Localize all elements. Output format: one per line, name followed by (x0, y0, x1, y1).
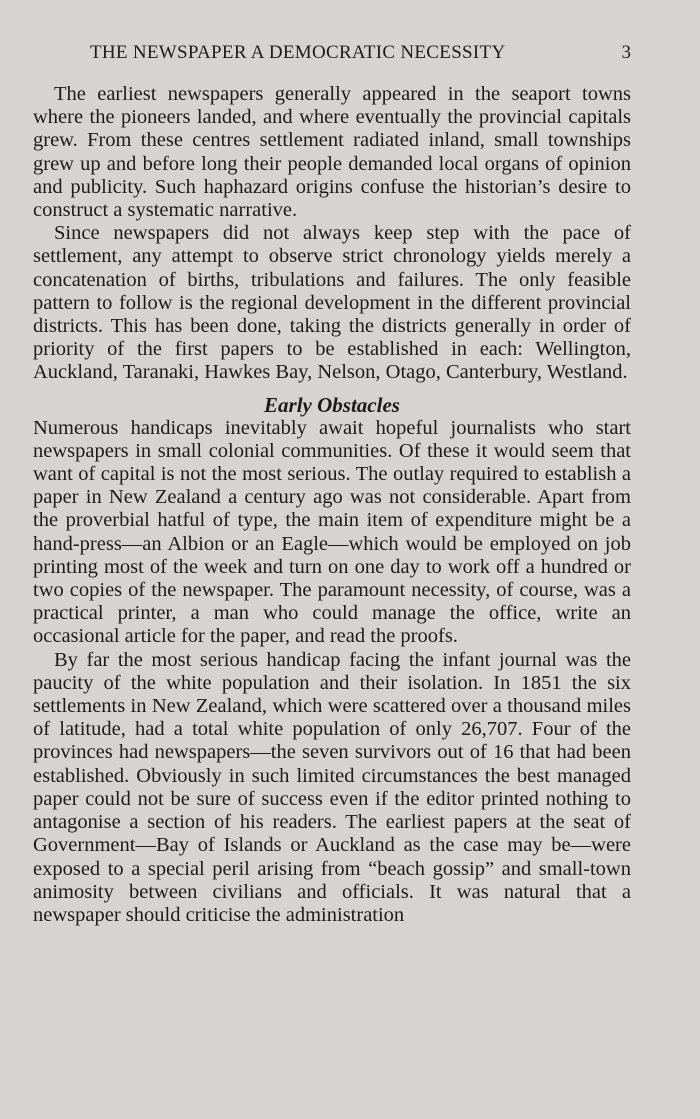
paragraph-3: Numerous handicaps inevitably await hopeful journalists who start newspapers in small colonial communities. Of these it would seem that want of capital is not the most serious. The outlay required to establish a paper in New Zealand a century ago was not considerable. Apart from the proverbial hatful of type, the main item of expenditure might be a hand-press—an Albion or an Eagle—which would be employed on job printing most of the week and turn on one day to work off a hundred or two copies of the newspaper. The paramount necessity, of course, was a practical printer, a man who could manage the office, write an occasional article for the paper, and read the proofs. (33, 416, 631, 648)
paragraph-1: The earliest newspapers generally appeared in the seaport towns where the pioneers landed, and where eventually the provincial capitals grew. From these centres settlement radiated inland, small townships grew up and before long their people demanded local organs of opinion and publicity. Such haphazard origins confuse the historian’s desire to construct a systematic narrative. (33, 83, 631, 222)
page-number: 3 (621, 42, 631, 63)
running-head-title: THE NEWSPAPER A DEMOCRATIC NECESSITY (90, 42, 506, 63)
section-heading: Early Obstacles (264, 392, 400, 417)
paragraph-2: Since newspapers did not always keep step with the pace of settlement, any attempt to observe strict chronology yields merely a concatenation of births, tribulations and failures. The only feasible pattern to follow is the regional development in the different provincial districts. This has been done, taking the districts generally in order of priority of the first papers to be established in each: Wellington, Auckland, Taranaki, Hawkes Bay, Nelson, Otago, Canterbury, Westland. (33, 222, 631, 384)
paragraph-4: By far the most serious handicap facing the infant journal was the paucity of the white population and their isolation. In 1851 the six settlements in New Zealand, which were scattered over a thousand miles of latitude, had a total white population of only 26,707. Four of the provinces had newspapers—the seven survivors out of 16 that had been established. Obviously in such limited circumstances the best managed paper could not be sure of success even if the editor printed nothing to antagonise a section of his readers. The earliest papers at the seat of Government—Bay of Islands or Auckland as the case may be—were exposed to a special peril arising from “beach gossip” and small-town animosity between civilians and officials. It was natural that a newspaper should criticise the administration (33, 648, 631, 926)
body-text (33, 83, 631, 927)
running-head (33, 42, 631, 70)
